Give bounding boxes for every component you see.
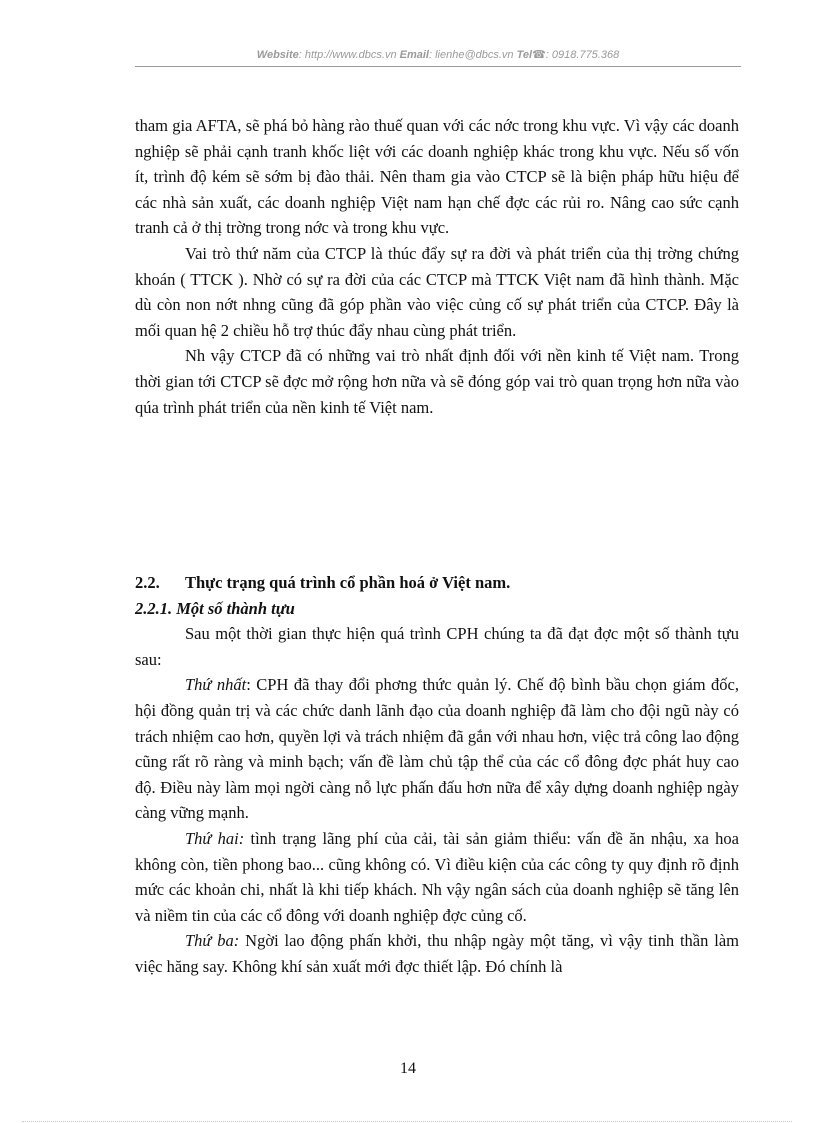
section-heading [135,570,739,596]
item-lead: Thứ hai: [185,828,245,848]
paragraph: tham gia AFTA, sẽ phá bỏ hàng rào thuế quan với các nớc trong khu vực. Vì vậy các doanh nghiệp sẽ phải cạnh tranh khốc liệt với các doanh nghiệp khác trong khu vực. Nếu số vốn ít, trình độ kém sẽ sớm bị đào thải. Nên tham gia vào CTCP sẽ là biện pháp hữu hiệu để các nhà sản xuất, các doanh nghiệp Việt nam hạn chế đợc các rủi ro. Nâng cao sức cạnh tranh cả ở thị trờng trong nớc và trong khu vực. [135,116,739,238]
item-text: : CPH đã thay đổi phơng thức quản lý. Chế độ bình bầu chọn giám đốc, hội đồng quản trị và các chức danh lãnh đạo của doanh nghiệp đã làm cho đội ngũ này có trách nhiệm cao hơn, quyền lợi và trách nhiệm đã gắn với nhau hơn, việc trả công lao động cũng rất rõ ràng và minh bạch; vấn đề làm chủ tập thể của các cổ đông đợc phát huy cao độ. Điều này làm mọi ngời càng nỗ lực phấn đấu hơn nữa để xây dựng doanh nghiệp ngày càng vững mạnh. [135,675,740,823]
paragraph: Vai trò thứ năm của CTCP là thúc đẩy sự ra đời và phát triển của thị trờng chứng khoán ( TTCK ). Nhờ có sự ra đời của các CTCP mà TTCK Việt nam đã hình thành. Mặc dù còn non nớt nhng cũng đã góp phần vào việc củng cố sự phát triển của CTCP. Đây là mối quan hệ 2 chiều hỗ trợ thúc đẩy nhau cùng phát triển. [135,243,739,340]
item-text: tình trạng lãng phí của cải, tài sản giảm thiểu: vấn đề ăn nhậu, xa hoa không còn, tiền phong bao... cũng không có. Vì điều kiện của các công ty quy định rõ định mức các khoản chi, nhất là khi tiếp khách. Nh vậy ngân sách của doanh nghiệp sẽ tăng lên và niềm tin của các cổ đông với doanh nghiệp đợc củng cố. [135,828,739,925]
item-lead: Thứ ba: [185,931,240,951]
website-value: : http://www.dbcs.vn [298,49,397,61]
tel-label: Tel [516,49,533,61]
paragraph: Nh vậy CTCP đã có những vai trò nhất định đối với nền kinh tế Việt nam. Trong thời gian tới CTCP sẽ đợc mở rộng hơn nữa và sẽ đóng góp vai trò quan trọng hơn nữa vào qúa trình phát triển của nền kinh tế Việt nam. [135,346,739,417]
subsection-heading: 2.2.1. Một số thành tựu [135,598,295,618]
item-text: Ngời lao động phấn khởi, thu nhập ngày một tăng, vì vậy tinh thần làm việc hăng say. Không khí sản xuất mới đợc thiết lập. Đó chính là [135,931,739,976]
footer-divider [22,1121,792,1122]
tel-value: ☎: 0918.775.368 [532,49,620,61]
email-label: Email [399,49,429,61]
page-number: 14 [400,1060,416,1077]
section-2-2 [135,570,739,980]
page-body [135,113,739,420]
section-title: Thực trạng quá trình cổ phần hoá ở Việt nam. [185,573,511,592]
page-header [135,48,741,61]
list-item [135,928,739,979]
email-value: : lienhe@dbcs.vn [429,49,514,61]
item-lead: Thứ nhất [185,675,247,695]
list-item [135,826,739,928]
section-number: 2.2. [135,573,160,592]
website-label: Website [256,49,299,61]
header-divider [135,66,741,67]
list-item [135,672,739,826]
section-intro: Sau một thời gian thực hiện quá trình CPH chúng ta đã đạt đợc một số thành tựu sau: [135,624,739,669]
